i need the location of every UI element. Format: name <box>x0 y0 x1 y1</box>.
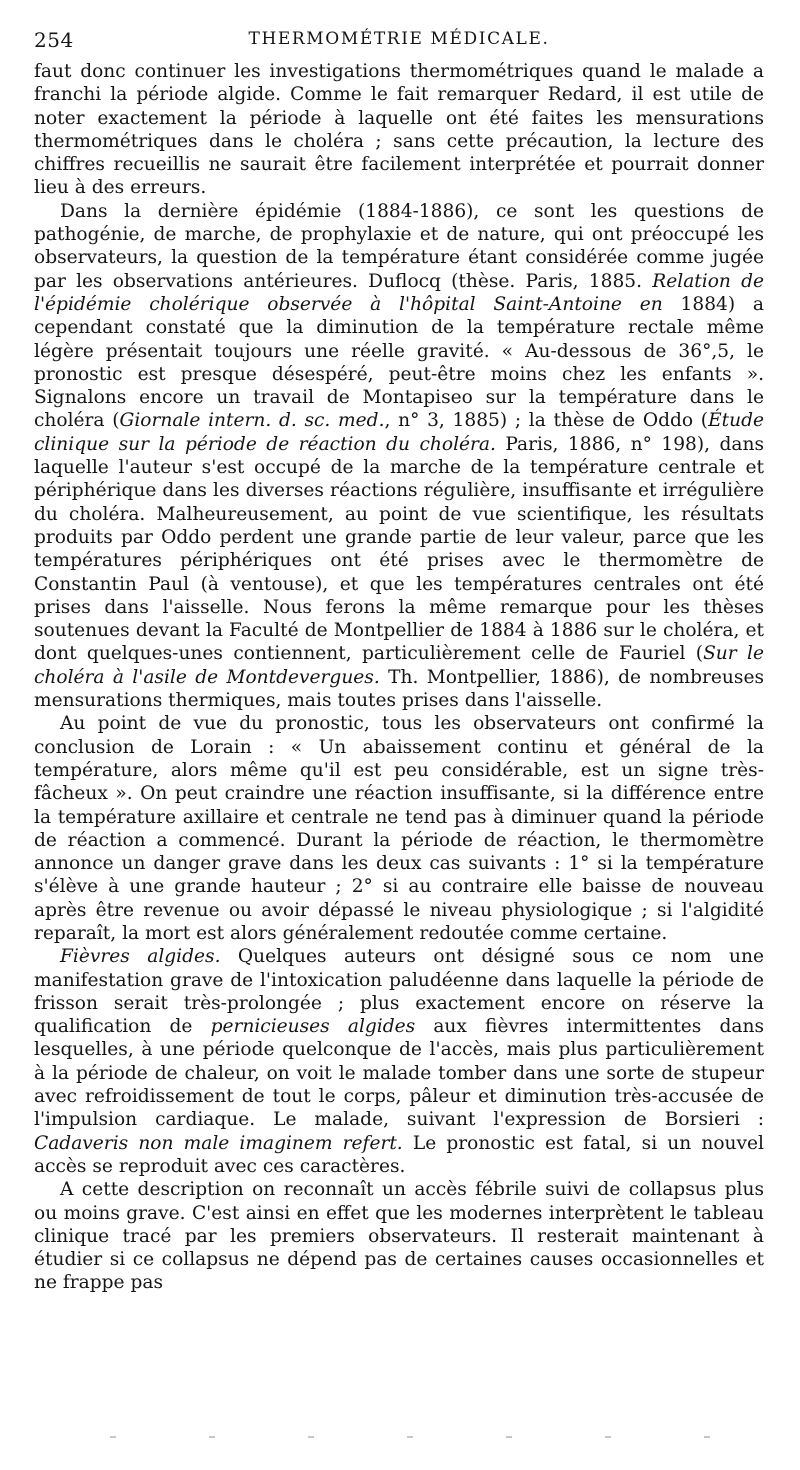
paragraph-2 <box>34 200 764 713</box>
paragraph-5 <box>34 1178 764 1294</box>
scan-mark <box>506 1436 512 1438</box>
scan-mark <box>605 1436 611 1438</box>
scan-artifact-marks <box>110 1432 710 1442</box>
italic-text-run: Fièvres algides. <box>60 946 221 968</box>
text-run: Th. Montpellier, 1886), de nombreuses mensurations thermiques, mais toutes prises dans l'aisselle. <box>34 666 764 712</box>
scan-mark <box>704 1436 710 1438</box>
text-run: Au point de vue du pronostic, tous les observateurs ont confirmé la conclusion de Lorain : « Un abaissement continu et général de la température, alors même qu'il est peu considérable, est un signe très-fâcheux ». On peut craindre une réaction insuffisante, si la différence entre la température axillaire et centrale ne tend pas à diminuer quand la période de réaction a commencé. Durant la période de réaction, le thermomètre annonce un danger grave dans les deux cas suivants : 1° si la température s'élève à une grande hauteur ; 2° si au contraire elle baisse de nouveau après être revenue ou avoir dépassé le niveau physiologique ; si l'algidité reparaît, la mort est alors généralement redoutée comme certaine. <box>34 713 764 944</box>
text-run: Quelques auteurs ont désigné sous ce nom une manifestation grave de l'intoxication paludéenne dans laquelle la période de frisson serait très-prolongée ; plus exactement encore on réserve la qualification de <box>34 946 764 1038</box>
italic-text-run: Sur le choléra à l'asile de Montdevergues. <box>34 643 764 688</box>
page-number: 254 <box>34 28 74 52</box>
scan-mark <box>308 1436 314 1438</box>
paragraph-3 <box>34 712 764 945</box>
text-run: Le pronostic est fatal, si un nouvel accès se reproduit avec ces caractères. <box>34 1132 764 1177</box>
text-run: Dans la dernière épidémie (1884-1886), ce sont les questions de pathogénie, de marche, de prophylaxie et de nature, qui ont préoccupé les observateurs, la question de la température étant considérée comme jugée par les observations antérieures. Duflocq (thèse. Paris, 1885. <box>34 200 764 292</box>
scan-mark <box>407 1436 413 1438</box>
scan-mark <box>209 1436 215 1438</box>
italic-text-run: pernicieuses algides <box>210 1016 416 1038</box>
text-run: 1884) a cependant constaté que la diminution de la température rectale même légère présentait toujours une réelle gravité. « Au-dessous de 36°,5, le pronostic est presque désespéré, peut-être moins chez les enfants ». Signalons encore un travail de Montapiseo sur la température dans le choléra ( <box>34 293 765 432</box>
text-run: Paris, 1886, n° 198), dans laquelle l'auteur s'est occupé de la marche de la température centrale et périphérique dans les diverses réactions régulière, insuffisante et irrégulière du choléra. Malheureusement, au point de vue scientifique, les résultats produits par Oddo perdent une grande partie de leur valeur, parce que les températures périphériques ont été prises avec le thermomètre de Constantin Paul (à ventouse), et que les températures centrales ont été prises dans l'aisselle. Nous ferons la même remarque pour les thèses soutenues devant la Faculté de Montpellier de 1884 à 1886 sur le choléra, et dont quelques-unes contiennent, particulièrement celle de Fauriel ( <box>34 433 764 665</box>
running-title: THERMOMÉTRIE MÉDICALE. <box>248 29 550 49</box>
italic-text-run: Relation de l'épidémie cholérique observée à l'hôpital Saint-Antoine en <box>34 270 764 315</box>
italic-text-run: Cadaveris non male imaginem refert. <box>34 1132 403 1154</box>
body-text <box>34 60 764 1295</box>
italic-text-run: Étude clinique sur la période de réaction du choléra. <box>34 410 764 455</box>
paragraph-4 <box>34 945 764 1178</box>
text-run: A cette description on reconnaît un accès fébrile suivi de collapsus plus ou moins grave. C'est ainsi en effet que les modernes interprètent le tableau clinique tracé par les premiers observateurs. Il resterait maintenant à étudier si ce collapsus ne dépend pas de certaines causes occasionnelles et ne frappe pas <box>34 1179 764 1294</box>
running-head <box>34 28 764 54</box>
scan-mark <box>110 1436 116 1438</box>
italic-text-run: Giornale intern. d. sc. med. <box>119 410 385 432</box>
text-run: faut donc continuer les investigations thermométriques quand le malade a franchi la période algide. Comme le fait remarquer Redard, il est utile de noter exactement la période à laquelle ont été faites les mensurations thermométriques dans le choléra ; sans cette précaution, la lecture des chiffres recueillis ne saurait être facilement interprétée et pourrait donner lieu à des erreurs. <box>34 61 764 199</box>
text-run: aux fièvres intermittentes dans lesquelles, à une période quelconque de l'accès, mais plus particulièrement à la période de chaleur, on voit le malade tomber dans une sorte de stupeur avec refroidissement de tout le corps, pâleur et diminution très-accusée de l'impulsion cardiaque. Le malade, suivant l'expression de Borsieri : <box>34 1016 764 1131</box>
paragraph-1 <box>34 60 764 200</box>
book-page <box>34 28 764 1295</box>
text-run: , n° 3, 1885) ; la thèse de Oddo ( <box>384 410 709 432</box>
